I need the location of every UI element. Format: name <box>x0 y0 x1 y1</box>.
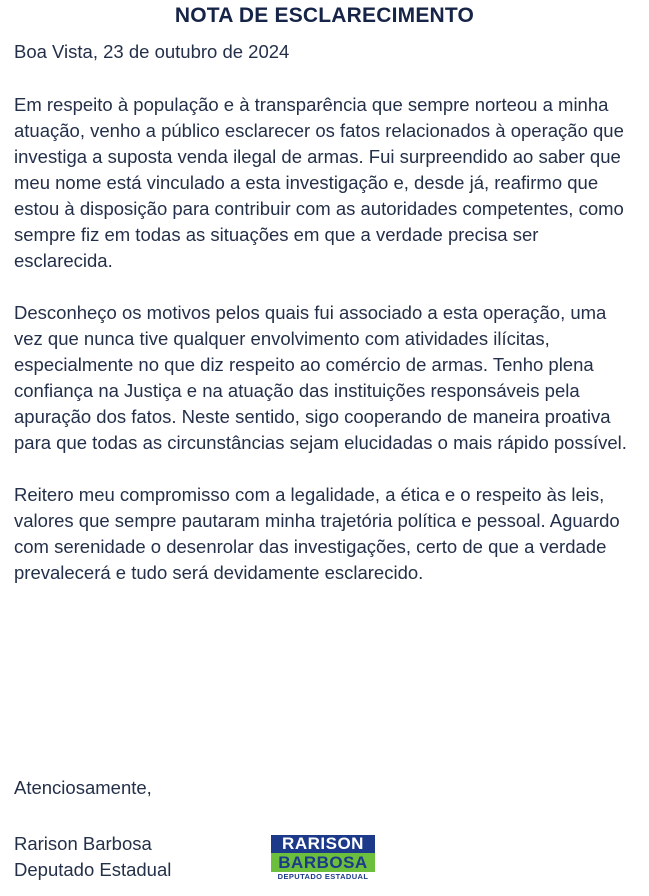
logo-line-3: DEPUTADO ESTADUAL <box>277 872 369 881</box>
campaign-logo <box>271 835 375 887</box>
paragraph-2: Desconheço os motivos pelos quais fui associado a esta operação, uma vez que nunca tive qualquer envolvimento com atividades ilícitas, especialmente no que diz respeito ao comércio de armas. Tenho plena confiança na Justiça e na atuação das instituições responsáveis pela apuração dos fatos. Neste sentido, sigo cooperando de maneira proativa para que todas as circunstâncias sejam elucidadas o mais rápido possível. <box>14 302 627 453</box>
paragraph-3: Reitero meu compromisso com a legalidade, a ética e o respeito às leis, valores que sempre pautaram minha trajetória política e pessoal. Aguardo com serenidade o desenrolar das investigações, certo de que a verdade prevalecerá e tudo será devidamente esclarecido. <box>14 484 620 583</box>
document-title: NOTA DE ESCLARECIMENTO <box>174 4 475 27</box>
paragraph-1: Em respeito à população e à transparência que sempre norteou a minha atuação, venho a público esclarecer os fatos relacionados à operação que investiga a suposta venda ilegal de armas. Fui surpreendido ao saber que meu nome está vinculado a esta investigação e, desde já, reafirmo que estou à disposição para contribuir com as autoridades competentes, como sempre fiz em todas as situações em que a verdade precisa ser esclarecida. <box>14 94 624 271</box>
logo-line-1: RARISON <box>271 835 375 853</box>
date-line: Boa Vista, 23 de outubro de 2024 <box>14 41 290 62</box>
signature-name: Rarison Barbosa <box>14 833 152 854</box>
closing-text: Atenciosamente, <box>14 777 152 798</box>
signature-role: Deputado Estadual <box>14 859 172 880</box>
logo-line-2: BARBOSA <box>271 853 375 872</box>
signature-block <box>14 831 171 883</box>
